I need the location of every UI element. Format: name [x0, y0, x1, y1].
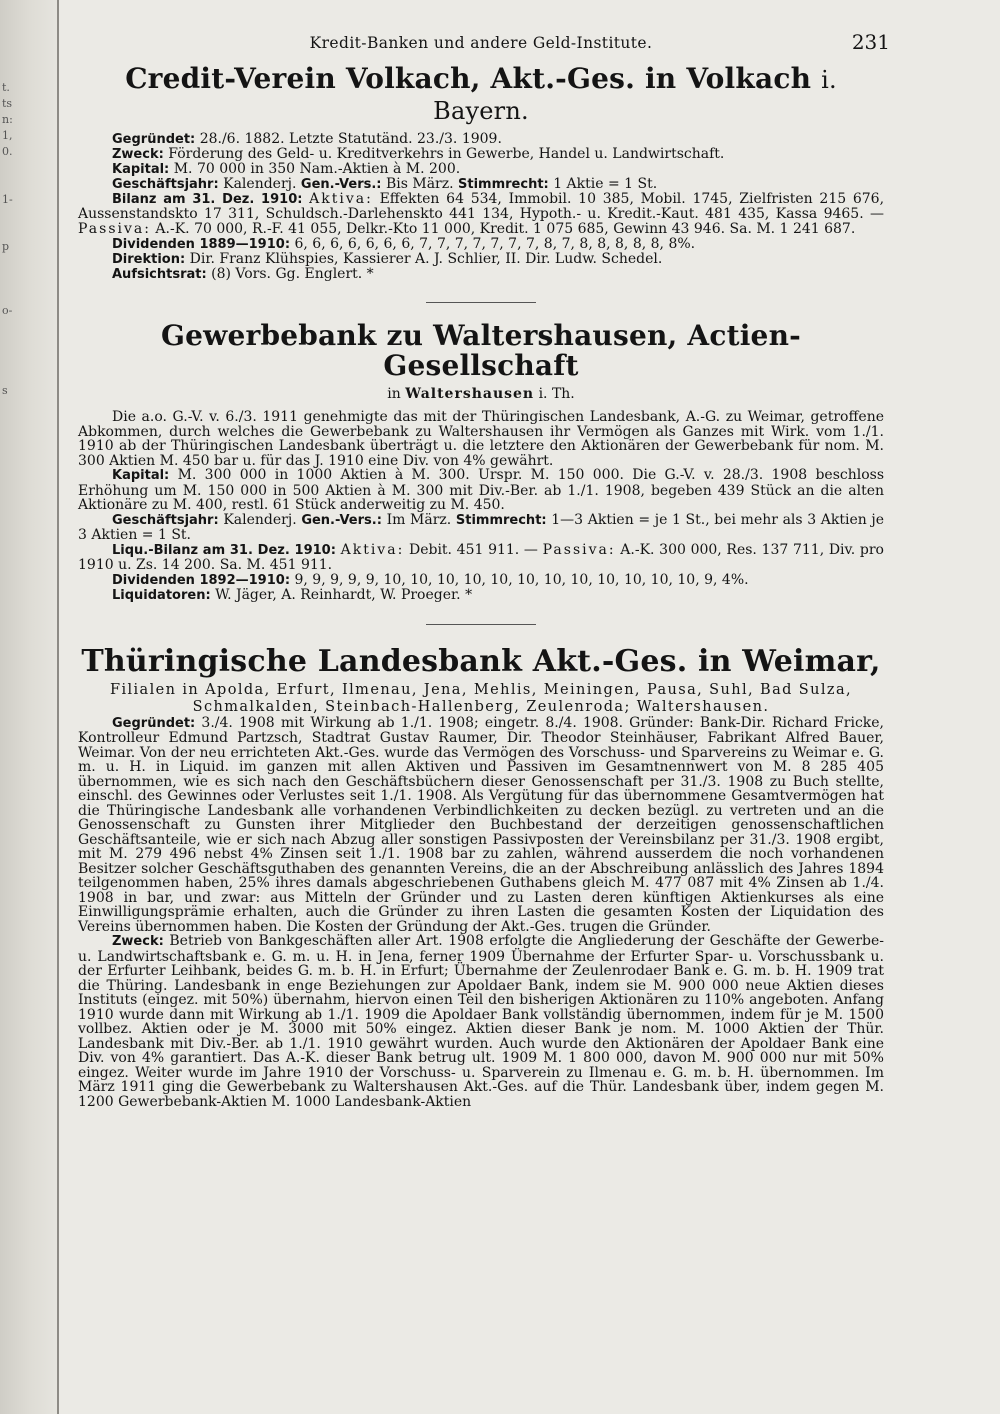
section-divider [426, 302, 536, 303]
geschaeftsjahr-paragraph: Geschäftsjahr: Kalenderj. Gen.-Vers.: Im März. Stimmrecht: 1—3 Aktien = je 1 St., bei mehr als 3 Aktien je 3 Aktien = 1 St. [78, 511, 885, 544]
filialen-line: Filialen in Apolda, Erfurt, Ilmenau, Jena, Mehlis, Meiningen, Pausa, Suhl, Bad Sulza, Schmalkalden, Steinbach-Hallenberg, Zeulenroda; Waltershausen. [109, 681, 853, 715]
entry-gewerbebank-waltershausen [78, 318, 885, 604]
running-head [78, 18, 890, 54]
adjacent-page-fragments: t. ts n: 1, 0. 1- p o- s [2, 81, 13, 397]
liquidatoren-line: Liquidatoren: W. Jäger, A. Reinhardt, W. Proeger. * [112, 587, 473, 604]
gegruendet-line: Gegründet: 28./6. 1882. Letzte Statutänd. 23./3. 1909. [112, 130, 502, 147]
aufsichtsrat-line: Aufsichtsrat: (8) Vors. Gg. Englert. * [112, 265, 374, 282]
direktion-line: Direktion: Dir. Franz Klühspies, Kassierer A. J. Schlier, II. Dir. Ludw. Schedel. [112, 250, 663, 267]
entry-location: in Waltershausen i. Th. [387, 386, 575, 403]
section-divider [426, 624, 536, 625]
dividenden-line: Dividenden 1892—1910: 9, 9, 9, 9, 9, 10, 10, 10, 10, 10, 10, 10, 10, 10, 10, 10, 10, 9, 4%. [112, 571, 749, 588]
page-edge-shadow [57, 0, 59, 1414]
entry-thueringische-landesbank [78, 645, 884, 1110]
entry-title: Thüringische Landesbank Akt.-Ges. in Weimar, [81, 643, 881, 679]
zweck-paragraph: Zweck: Betrieb von Bankgeschäften aller Art. 1908 erfolgte die Angliederung der Geschäfte der Gewerbe- u. Landwirtschaftsbank e. G. m. u. H. in Jena, ferner 1909 Übernahme der Erfurter Spar- u. Vorschussbank u. der Erfurter Leihbank, beides G. m. b. H. in Erfurt; Übernahme der Zeulenrodaer Bank e. G. m. b. H. 1909 trat die Thüring. Landesbank in enge Beziehungen zur Apoldaer Bank, indem sie M. 900 000 neue Aktien dieses Instituts (eingez. mit 50%) übernahm, hiervon einen Teil den bisherigen Aktionären zu 110% angeboten. Anfang 1910 wurde dann mit Wirkung ab 1./1. 1909 die Apoldaer Bank vollständig übernommen, indem für je M. 1500 vollbez. Aktien oder je M. 3000 mit 50% eingez. Aktien dieser Bank je nom. M. 1000 Aktien der Thür. Landesbank mit Div.-Ber. ab 1./1. 1910 gewährt wurden. Auch wurde den Aktionären der Apoldaer Bank eine Div. von 4% garantiert. Das A.-K. dieser Bank betrug ult. 1909 M. 1 800 000, davon M. 900 000 nur mit 50% eingez. Weiter wurde im Jahre 1910 der Vorschuss- u. Sparverein zu Ilmenau e. G. m. b. H. übernommen. Im März 1911 ging die Gewerbebank zu Waltershausen Akt.-Ges. auf die Thür. Landesbank über, indem gegen M. 1200 Gewerbebank-Aktien M. 1000 Landesbank-Aktien [78, 933, 885, 1110]
bilanz-paragraph: Liqu.-Bilanz am 31. Dez. 1910: Aktiva: Debit. 451 911. — Passiva: A.-K. 300 000, Res. 137 711, Div. pro 1910 u. Zs. 14 200. Sa. M. 451 911. [78, 541, 884, 574]
gegruendet-paragraph: Gegründet: 3./4. 1908 mit Wirkung ab 1./1. 1908; eingetr. 8./4. 1908. Gründer: Bank-Dir. Richard Fricke, Kontrolleur Edmund Partzsch, Stadtrat Gustav Raumer, Dir. Theodor Steinhäuser, Fabrikant Alfred Bauer, Weimar. Von der neu errichteten Akt.-Ges. wurde das Vermögen des Vorschuss- und Sparvereins zu Weimar e. G. m. u. H. in Liquid. im ganzen mit allen Aktiven und Passiven im Gesamtnennwert von M. 8 285 405 übernommen, wie es sich nach den Geschäftsbüchern dieser Genossenschaft per 31./3. 1908 zu Buch stellte, einschl. des Gewinnes oder Verlustes seit 1./1. 1908. Als Vergütung für das übernommene Gesamtvermögen hat die Thüringische Landesbank alle vorhandenen Verbindlichkeiten zu decken bezügl. zu vertreten und an die Genossenschaft zu Gunsten ihrer Mitglieder den Buchbestand der derzeitigen genossenschaftlichen Geschäftsanteile, wie er sich nach Abzug aller sonstigen Passivposten der Vereinsbilanz per 31./3. 1908 ergibt, mit M. 279 496 nebst 4% Zinsen seit 1./1. 1908 bar zu zahlen, während ausserdem die noch vorhandenen Besitzer solcher Geschäftsguthaben des genannten Vereins, die an der Abschreibung anlässlich des Jahres 1894 teilgenommen haben, 25% ihres damals abgeschriebenen Guthabens gleich M. 477 087 mit 4% Zinsen ab 1./4. 1908 in bar, und zwar: aus Mitteln der Gründer und zu Lasten deren künftigen Aktienkurses als eine Einwilligungsprämie erhalten, auch die Gründer zu ihren Lasten die gesamten Kosten der Liquidation des Vereins übernommen haben. Die Kosten der Gründung der Akt.-Ges. trugen die Gründer. [78, 714, 885, 935]
kapital-paragraph: Kapital: M. 300 000 in 1000 Aktien à M. 300. Urspr. M. 150 000. Die G.-V. v. 28./3. 1908 beschloss Erhöhung um M. 150 000 in 500 Aktien à M. 300 mit Div.-Ber. ab 1./1. 1908, begeben 439 Stück an die alten Aktionäre zu M. 400, restl. 61 Stück anderweitig zu M. 450. [78, 467, 885, 514]
bilanz-paragraph: Bilanz am 31. Dez. 1910: Aktiva: Effekten 64 534, Immobil. 10 385, Mobil. 1745, Zielfristen 215 676, Aussenstandskto 17 311, Schuldsch.-Darlehenskto 441 134, Hypoth.- u. Kredit.-Kaut. 481 435, Kassa 9465. — Passiva: A.-K. 70 000, R.-F. 41 055, Delkr.-Kto 11 000, Kredit. 1 075 685, Gewinn 43 946. Sa. M. 1 241 687. [78, 190, 885, 237]
kapital-line: Kapital: M. 70 000 in 350 Nam.-Aktien à M. 200. [112, 160, 461, 177]
dividenden-line: Dividenden 1889—1910: 6, 6, 6, 6, 6, 6, 6, 7, 7, 7, 7, 7, 7, 7, 8, 7, 8, 8, 8, 8, 8, 8%. [112, 235, 696, 252]
entry-title-main: Credit-Verein Volkach, Akt.-Ges. in Volkach [125, 62, 812, 95]
document-page [78, 18, 890, 1110]
geschaeftsjahr-line: Geschäftsjahr: Kalenderj. Gen.-Vers.: Bis März. Stimmrecht: 1 Aktie = 1 St. [112, 175, 658, 192]
running-head-title: Kredit-Banken und andere Geld-Institute. [309, 34, 653, 52]
entry-title: Gewerbebank zu Waltershausen, Actien-Gesellschaft [161, 318, 801, 383]
page-number: 231 [851, 30, 890, 54]
entry-title [78, 64, 884, 126]
zweck-line: Zweck: Förderung des Geld- u. Kreditverkehrs in Gewerbe, Handel u. Landwirtschaft. [112, 145, 725, 162]
entry-title-suffix: i. Bayern. [433, 66, 837, 125]
entry-credit-verein-volkach [78, 64, 884, 282]
intro-paragraph: Die a.o. G.-V. v. 6./3. 1911 genehmigte das mit der Thüringischen Landesbank, A.-G. zu Weimar, getroffene Abkommen, durch welches die Gewerbebank zu Waltershausen ihr Vermögen als Ganzes mit Wirk. vom 1./1. 1910 ab der Thüringischen Landesbank überträgt u. die letztere den Aktionären der Gewerbebank für nom. M. 300 Aktien M. 450 bar u. für das J. 1910 eine Div. von 4% gewährt. [78, 409, 884, 469]
